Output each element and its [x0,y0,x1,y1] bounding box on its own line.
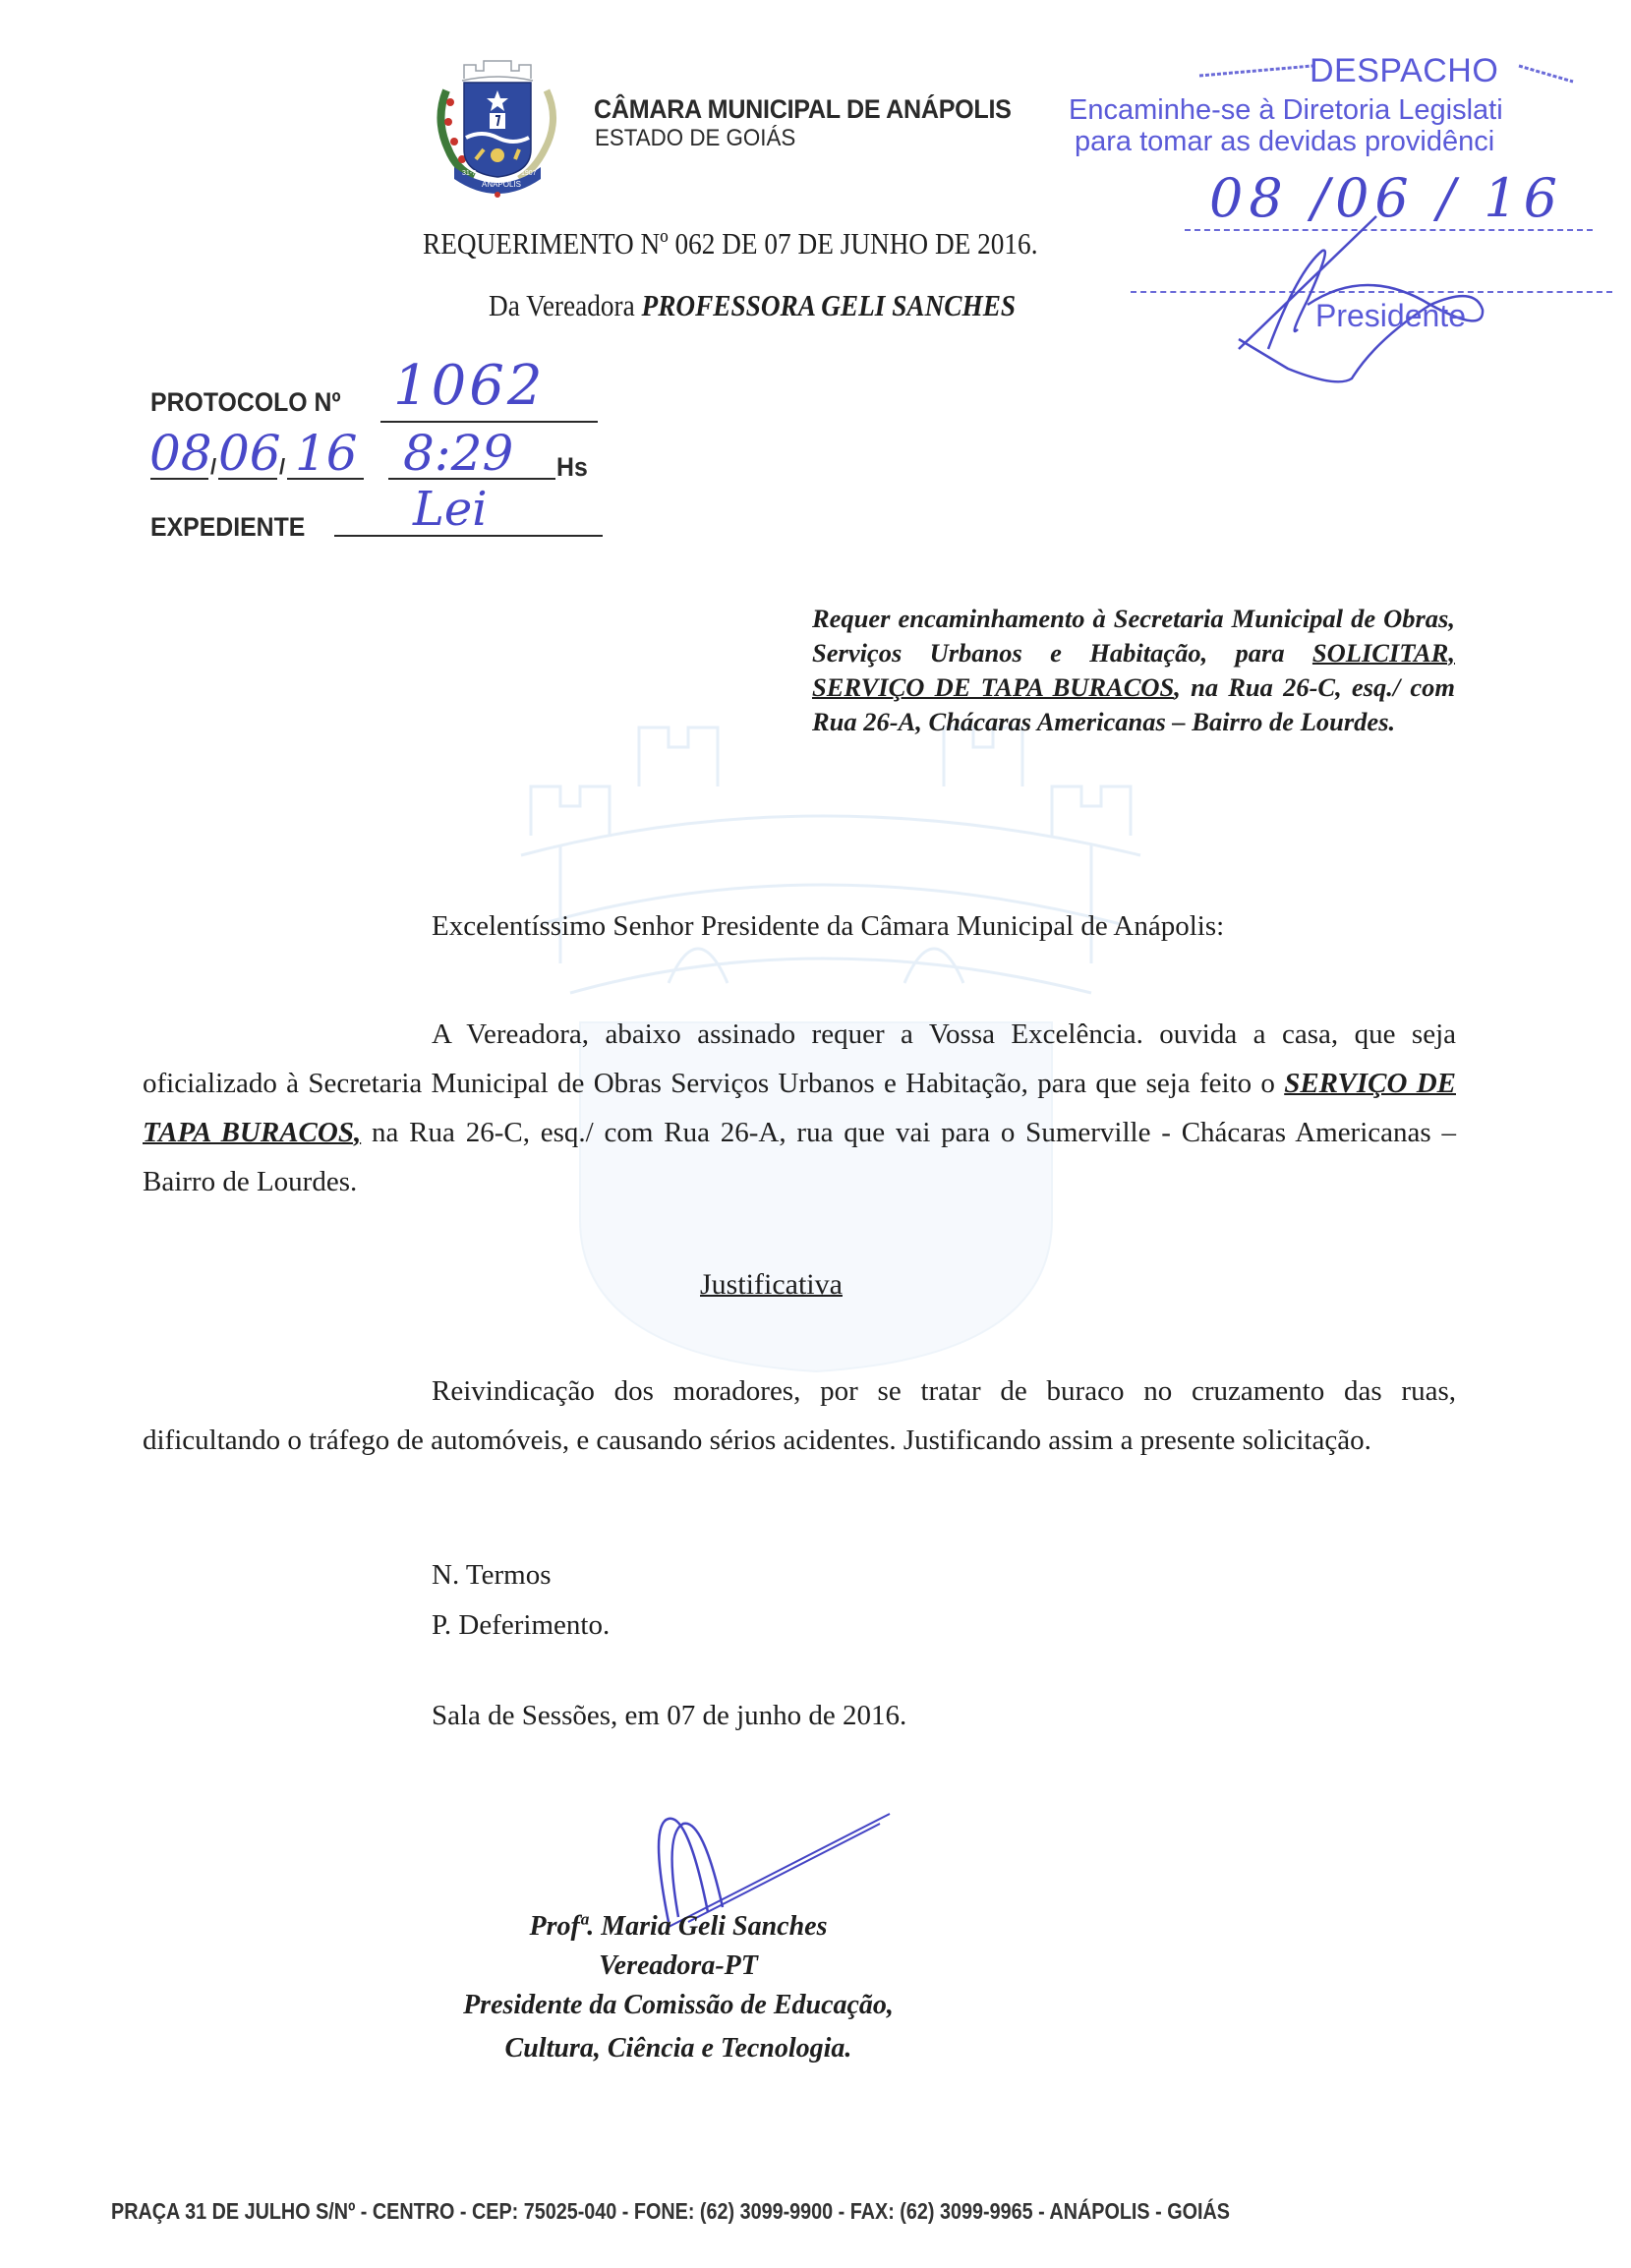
signature-role: Vereadora-PT [599,1950,758,1981]
date-month: 06 [218,425,281,482]
time-suffix: Hs [556,452,588,482]
expediente-value: Lei [413,482,488,537]
paragraph-emphasis: SERVIÇO DE TAPA BURACOS, [143,1068,1456,1148]
logo-ribbon-center: ANÁPOLIS [482,180,522,189]
summary-service: SERVIÇO DE TAPA BURACOS [812,672,1175,702]
stamp-signature-label: Presidente [1315,298,1466,333]
stamp-line-2: para tomar as devidas providênci [1075,126,1495,157]
date-separator-1: / [210,454,217,479]
requerimento-author [489,288,1016,323]
date-year: 16 [295,425,358,482]
main-paragraph [143,1010,1456,1206]
coat-of-arms-logo [425,51,570,199]
justification-paragraph: Reivindicação dos moradores, por se tratar de buraco no cruzamento das ruas, dificultando o tráfego de automóveis, e causando sérios acidentes. Justificando assim a presente solicitação. [143,1375,1456,1456]
protocol-number-line [380,421,598,423]
closing-n-termos: N. Termos [432,1559,552,1591]
logo-ribbon-right: 1907 [521,170,537,177]
salutation: Excelentíssimo Senhor Presidente da Câmara Municipal de Anápolis: [432,910,1225,942]
signature-position-2: Cultura, Ciência e Tecnologia. [504,2033,852,2064]
summary-text-1: Requer encaminhamento à Secretaria Municipal de Obras, Serviços Urbanos e Habitação, para [812,604,1455,668]
paragraph-text-2: na Rua 26-C, esq./ com Rua 26-A, rua que vai para o Sumerville - Chácaras Americanas – Bairro de Lourdes. [143,1117,1456,1197]
protocol-label: PROTOCOLO Nº [150,387,341,417]
stamp-handwritten-date: 08 /06 / 16 [1209,167,1564,229]
footer-address: PRAÇA 31 DE JULHO S/Nº - CENTRO - CEP: 75025-040 - FONE: (62) 3099-9900 - FAX: (62) 3099-9965 - ANÁPOLIS - GOIÁS [111,2198,1230,2224]
logo-ribbon-left: 31-7 [462,170,477,177]
requerimento-title: REQUERIMENTO Nº 062 DE 07 DE JUNHO DE 2016. [423,226,1038,261]
date-separator-2: / [279,454,286,479]
signature-name: Profª. Maria Geli Sanches [529,1911,828,1942]
closing-p-deferimento: P. Deferimento. [432,1609,611,1641]
place-and-date: Sala de Sessões, em 07 de junho de 2016. [432,1700,907,1731]
signature-position-1: Presidente da Comissão de Educação, [463,1990,894,2020]
author-prefix: Da Vereadora [489,288,642,322]
date-day: 08 [149,425,212,482]
stamp-title: DESPACHO [1310,52,1499,89]
summary-text-2: , na Rua 26-C, esq./ com Rua 26-A, Chácaras Americanas – Bairro de Lourdes. [812,672,1455,736]
justification-title: Justificativa [700,1268,843,1301]
institution-state: ESTADO DE GOIÁS [595,125,796,151]
paragraph-text-1: A Vereadora, abaixo assinado requer a Vossa Excelência. ouvida a casa, que seja oficializado à Secretaria Municipal de Obras Serviços Urbanos e Habitação, para que seja feito o [143,1018,1456,1099]
summary-solicitar: SOLICITAR, [1311,638,1455,668]
author-name: PROFESSORA GELI SANCHES [641,288,1017,322]
institution-title: CÂMARA MUNICIPAL DE ANÁPOLIS [594,94,1012,124]
expediente-label: EXPEDIENTE [150,512,306,542]
protocol-time: 8:29 [403,425,514,482]
request-summary [812,602,1455,739]
stamp-line-1: Encaminhe-se à Diretoria Legislati [1069,94,1503,126]
protocol-number: 1062 [393,354,546,418]
